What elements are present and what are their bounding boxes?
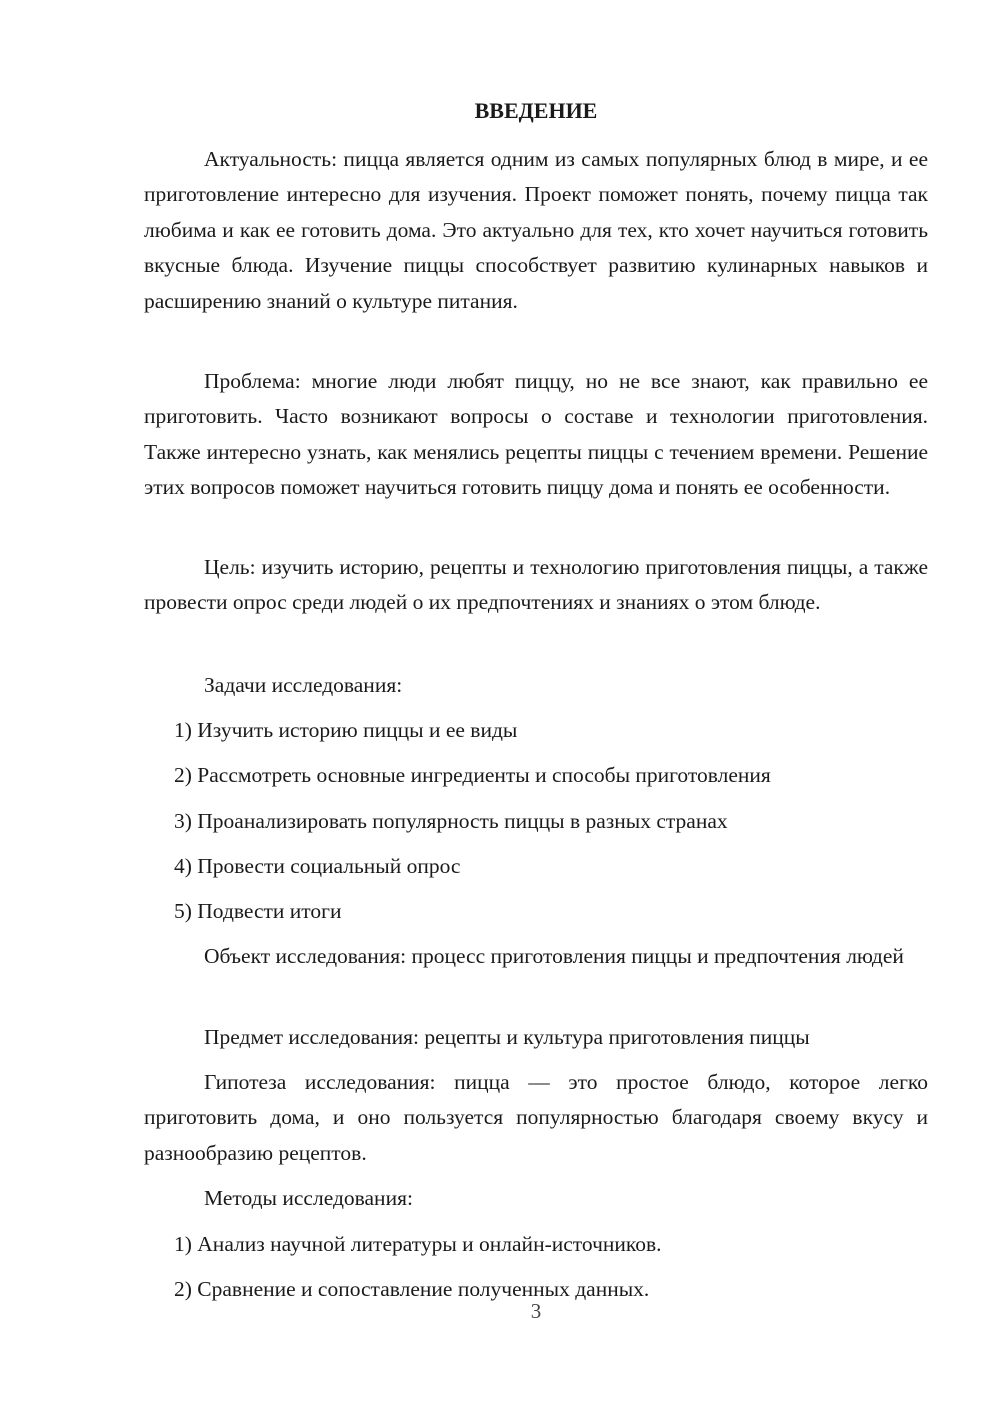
problem-paragraph: Проблема: многие люди любят пиццу, но не все знают, как правильно ее приготовить. Часто возникают вопросы о составе и технологии приготовления. Также интересно узнать, как менялись рецепты пиццы с течением времени. Решение этих вопросов поможет научиться готовить пиццу дома и понять ее особенности.	[144, 369, 928, 500]
task-item: 2) Рассмотреть основные ингредиенты и способы приготовления	[174, 763, 771, 787]
relevance-paragraph: Актуальность: пицца является одним из самых популярных блюд в мире, и ее приготовление интересно для изучения. Проект поможет понять, почему пицца так любима и как ее готовить дома. Это актуально для тех, кто хочет научиться готовить вкусные блюда. Изучение пиццы способствует развитию кулинарных навыков и расширению знаний о культуре питания.	[144, 147, 928, 313]
methods-heading: Методы исследования:	[204, 1186, 413, 1210]
page-title: ВВЕДЕНИЕ	[474, 98, 598, 123]
method-item: 2) Сравнение и сопоставление полученных данных.	[174, 1277, 650, 1301]
method-item: 1) Анализ научной литературы и онлайн-источников.	[174, 1232, 662, 1256]
page-number: 3	[530, 1299, 542, 1323]
goal-paragraph: Цель: изучить историю, рецепты и технологию приготовления пиццы, а также провести опрос среди людей о их предпочтениях и знаниях о этом блюде.	[144, 555, 928, 615]
subject-paragraph: Предмет исследования: рецепты и культура приготовления пиццы	[204, 1025, 810, 1049]
task-item: 1) Изучить историю пиццы и ее виды	[174, 718, 518, 742]
task-item: 4) Провести социальный опрос	[174, 854, 461, 878]
object-paragraph: Объект исследования: процесс приготовления пиццы и предпочтения людей	[204, 944, 904, 968]
hypothesis-paragraph: Гипотеза исследования: пицца — это простое блюдо, которое легко приготовить дома, и оно пользуется популярностью благодаря своему вкусу и разнообразию рецептов.	[144, 1070, 928, 1165]
task-item: 5) Подвести итоги	[174, 899, 342, 923]
tasks-heading: Задачи исследования:	[204, 673, 403, 697]
task-item: 3) Проанализировать популярность пиццы в разных странах	[174, 809, 728, 833]
